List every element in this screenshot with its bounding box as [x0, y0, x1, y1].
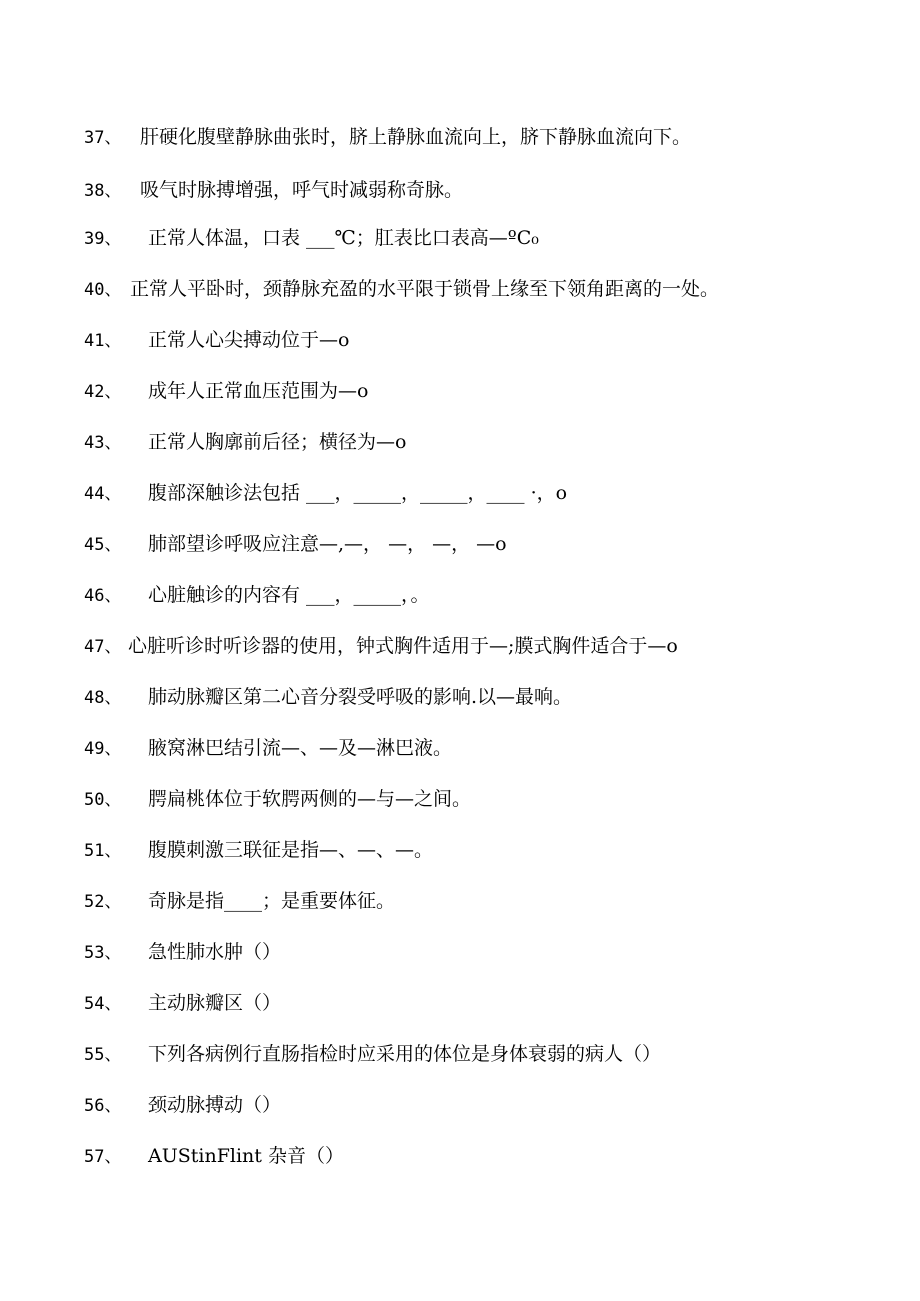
question-56 — [84, 1090, 880, 1120]
question-48 — [84, 682, 880, 712]
question-38 — [84, 175, 880, 205]
question-text: 心脏听诊时听诊器的使用，钟式胸件适用于—;膜式胸件适合于—o — [128, 635, 678, 657]
question-41 — [84, 325, 880, 355]
question-number: 53、 — [84, 943, 122, 963]
question-text: 下列各病例行直肠指检时应采用的体位是身体衰弱的病人（） — [148, 1043, 662, 1065]
question-49 — [84, 733, 880, 763]
question-number: 49、 — [84, 739, 122, 759]
question-number: 55、 — [84, 1045, 122, 1065]
question-number: 39、 — [84, 229, 122, 249]
question-44 — [84, 478, 880, 508]
question-text: 肝硬化腹壁静脉曲张时，脐上静脉血流向上，脐下静脉血流向下。 — [140, 126, 692, 148]
question-number: 56、 — [84, 1096, 122, 1116]
question-text: 肺动脉瓣区第二心音分裂受呼吸的影响.以—最响。 — [148, 686, 573, 708]
question-55 — [84, 1039, 880, 1069]
question-text: 奇脉是指____；是重要体征。 — [148, 890, 396, 912]
question-text: 主动脉瓣区（） — [148, 992, 282, 1014]
question-number: 54、 — [84, 994, 122, 1014]
question-text: 腋窝淋巴结引流—、—及—淋巴液。 — [148, 737, 453, 759]
question-57 — [84, 1141, 880, 1171]
question-number: 45、 — [84, 535, 122, 555]
question-text: 颈动脉搏动（） — [148, 1094, 282, 1116]
question-number: 37、 — [84, 128, 122, 148]
question-52 — [84, 886, 880, 916]
question-number: 44、 — [84, 484, 122, 504]
question-text: 心脏触诊的内容有 ___，_____，。 — [148, 584, 430, 606]
question-number: 47、 — [84, 637, 122, 657]
question-number: 46、 — [84, 586, 122, 606]
question-text: 腭扁桃体位于软腭两侧的—与—之间。 — [148, 788, 472, 810]
question-number: 42、 — [84, 382, 122, 402]
question-43 — [84, 427, 880, 457]
question-42 — [84, 376, 880, 406]
question-number: 41、 — [84, 331, 122, 351]
question-text: 正常人胸廓前后径；横径为—o — [148, 431, 407, 453]
question-number: 51、 — [84, 841, 122, 861]
question-number: 48、 — [84, 688, 122, 708]
question-46 — [84, 580, 880, 610]
question-54 — [84, 988, 880, 1018]
question-37 — [84, 122, 880, 152]
question-number: 40、 — [84, 280, 122, 300]
question-text: 正常人平卧时，颈静脉充盈的水平限于锁骨上缘至下领角距离的一处。 — [130, 278, 720, 300]
question-text: 肺部望诊呼吸应注意—,—， —， —， —o — [148, 533, 507, 555]
question-47 — [84, 631, 880, 661]
question-51 — [84, 835, 880, 865]
question-number: 38、 — [84, 181, 122, 201]
question-number: 52、 — [84, 892, 122, 912]
question-39 — [84, 223, 880, 253]
question-text: 急性肺水肿（） — [148, 941, 282, 963]
question-text: 吸气时脉搏增强，呼气时减弱称奇脉。 — [140, 179, 464, 201]
question-text: 正常人体温，口表 ___℃；肛表比口表高—ºC₀ — [148, 227, 539, 249]
question-45 — [84, 529, 880, 559]
question-text: 腹部深触诊法包括 ___，_____，_____，____ ·，o — [148, 482, 568, 504]
question-53 — [84, 937, 880, 967]
question-text: 腹膜刺激三联征是指—、—、—。 — [148, 839, 434, 861]
question-50 — [84, 784, 880, 814]
question-number: 43、 — [84, 433, 122, 453]
question-text: AUStinFlint 杂音（） — [148, 1145, 344, 1167]
question-number: 50、 — [84, 790, 122, 810]
question-text: 正常人心尖搏动位于—o — [148, 329, 350, 351]
question-text: 成年人正常血压范围为—o — [148, 380, 369, 402]
question-40 — [84, 274, 880, 304]
question-number: 57、 — [84, 1147, 122, 1167]
